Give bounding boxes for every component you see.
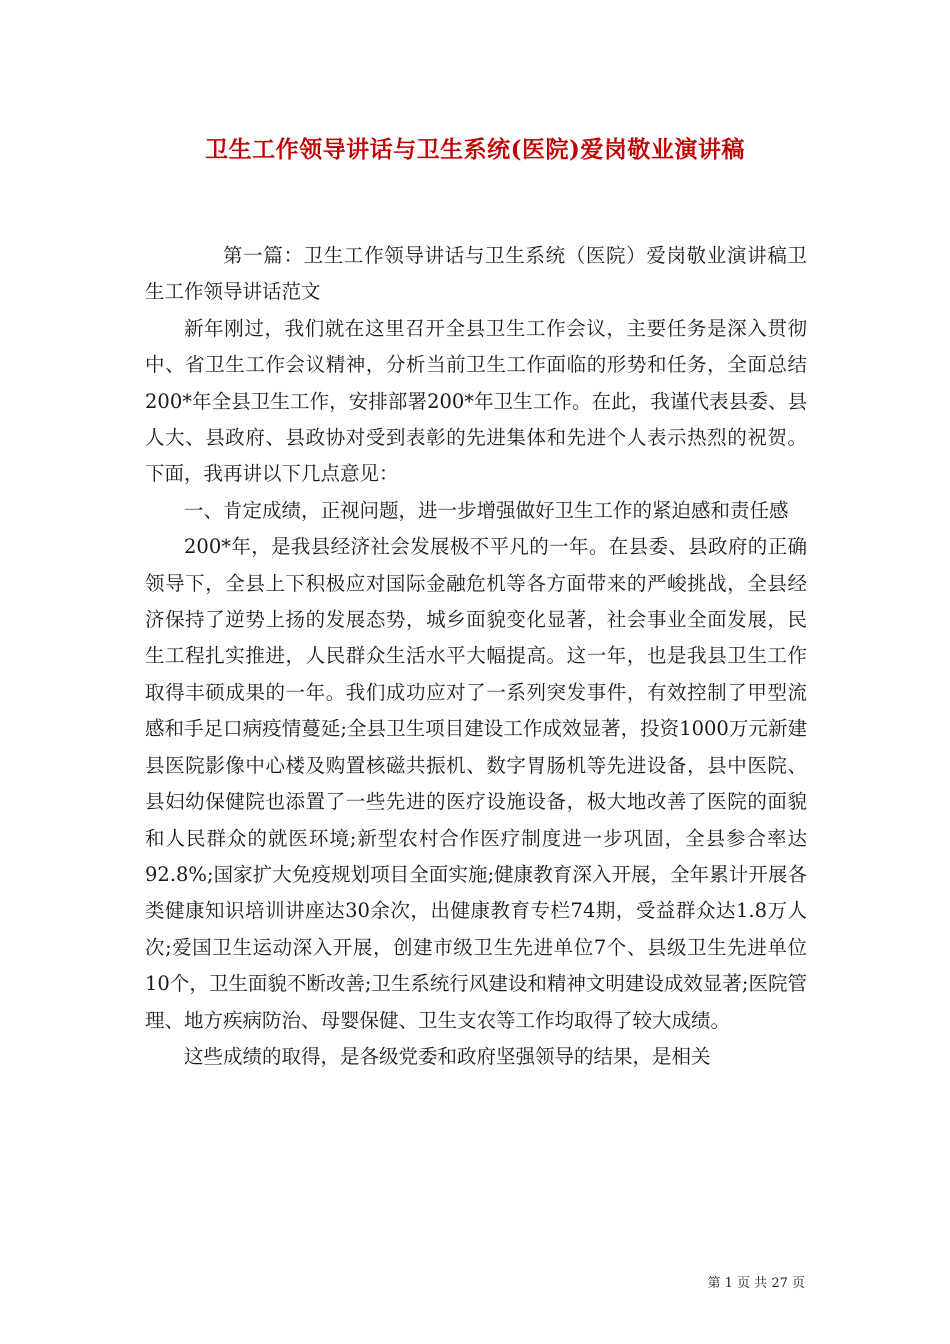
paragraph-intro: 新年刚过，我们就在这里召开全县卫生工作会议，主要任务是深入贯彻中、省卫生工作会议精神，分析当前卫生工作面临的形势和任务，全面总结200*年全县卫生工作，安排部署200*年卫生工作。在此，我谨代表县委、县人大、县政府、县政协对受到表彰的先进集体和先进个人表示热烈的祝贺。下面，我再讲以下几点意见： [145, 316, 807, 486]
page-number: 第 1 页 共 27 页 [707, 1276, 805, 1291]
paragraph-achievements: 200*年，是我县经济社会发展极不平凡的一年。在县委、县政府的正确领导下，全县上下积极应对国际金融危机等各方面带来的严峻挑战，全县经济保持了逆势上扬的发展态势，城乡面貌变化显著，社会事业全面发展，民生工程扎实推进，人民群众生活水平大幅提高。这一年，也是我县卫生工作取得丰硕成果的一年。我们成功应对了一系列突发事件，有效控制了甲型流感和手足口病疫情蔓延;全县卫生项目建设工作成效显著，投资1000万元新建县医院影像中心楼及购置核磁共振机、数字胃肠机等先进设备，县中医院、县妇幼保健院也添置了一些先进的医疗设施设备，极大地改善了医院的面貌和人民群众的就医环境;新型农村合作医疗制度进一步巩固，全县参合率达92.8%;国家扩大免疫规划项目全面实施;健康教育深入开展，全年累计开展各类健康知识培训讲座达30余次，出健康教育专栏74期，受益群众达1.8万人次;爱国卫生运动深入开展，创建市级卫生先进单位7个、县级卫生先进单位10个，卫生面貌不断改善;卫生系统行风建设和精神文明建设成效显著;医院管理、地方疾病防治、母婴保健、卫生支农等工作均取得了较大成绩。 [145, 535, 807, 1032]
document-body [145, 238, 807, 1075]
document-title: 卫生工作领导讲话与卫生系统(医院)爱岗敬业演讲稿 [205, 136, 745, 163]
section-heading: 一、肯定成绩，正视问题，进一步增强做好卫生工作的紧迫感和责任感 [184, 498, 789, 522]
paragraph-continuation: 这些成绩的取得，是各级党委和政府坚强领导的结果，是相关 [184, 1044, 711, 1068]
paragraph-heading: 第一篇：卫生工作领导讲话与卫生系统（医院）爱岗敬业演讲稿卫生工作领导讲话范文 [145, 244, 807, 304]
